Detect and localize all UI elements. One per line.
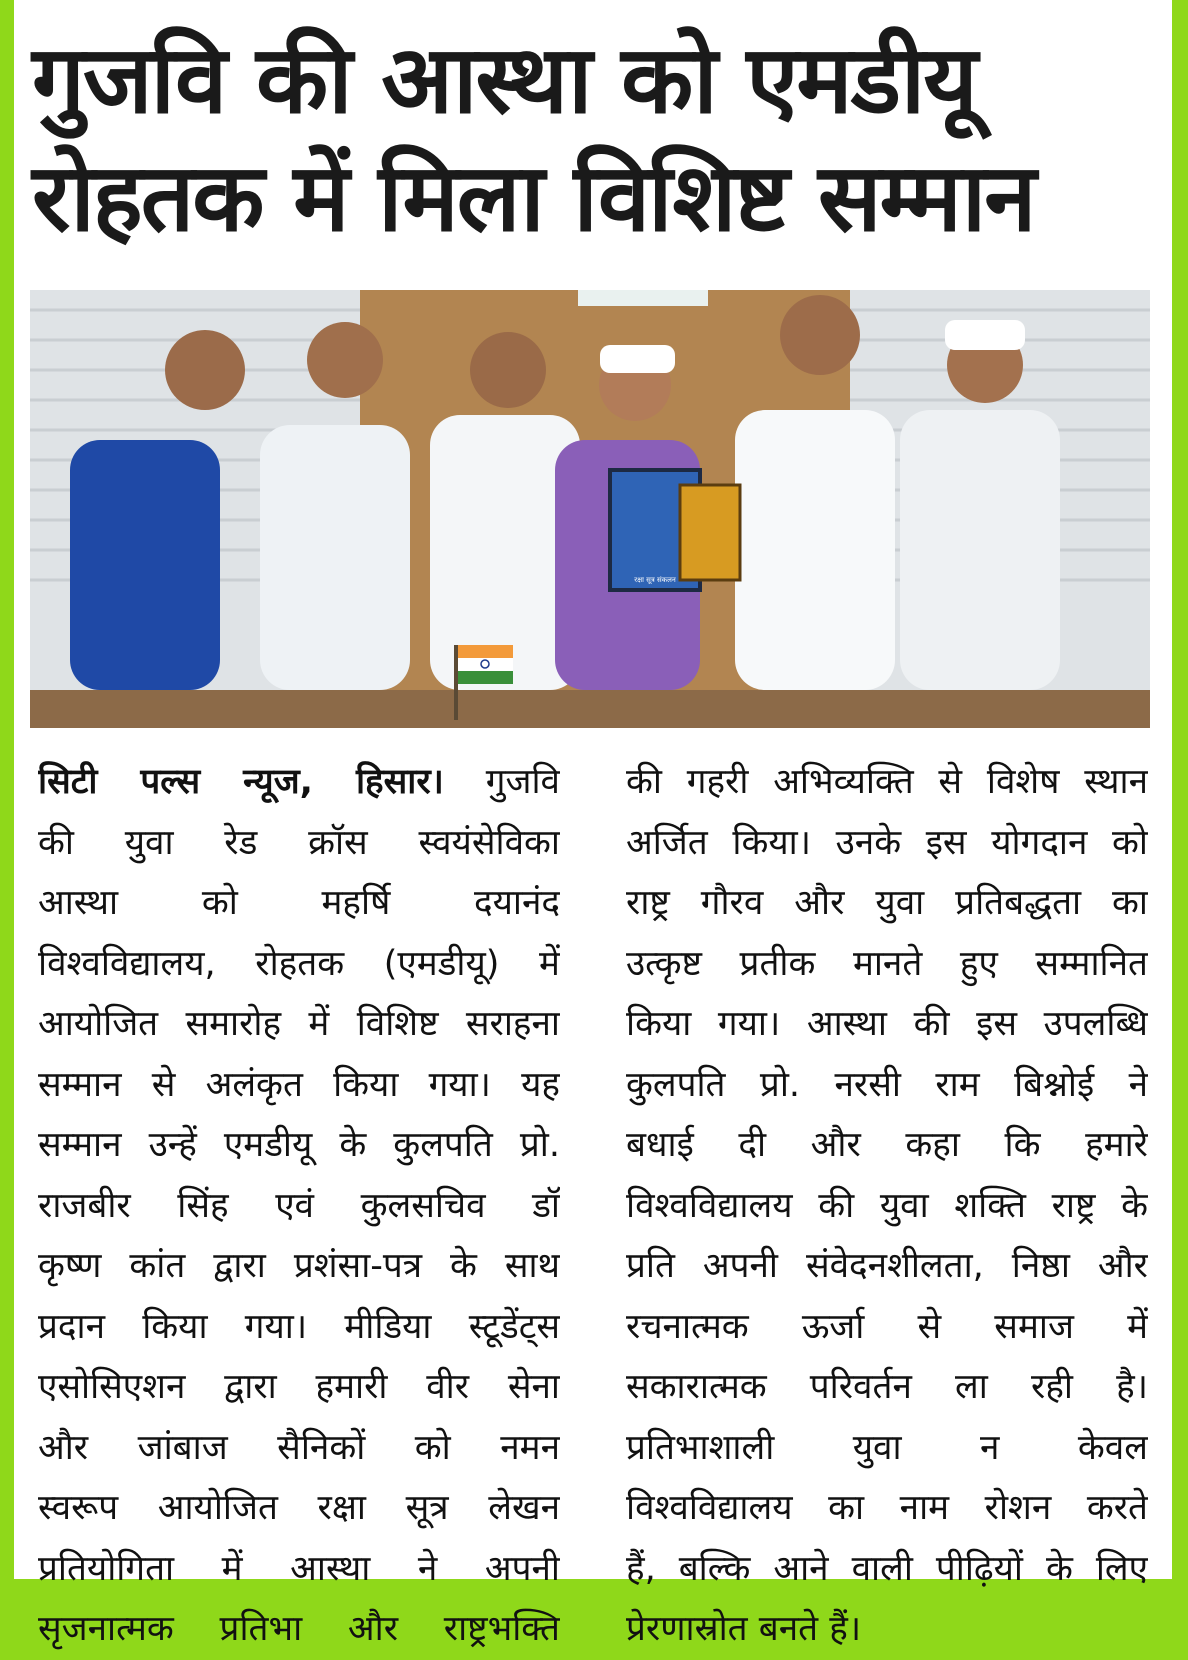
headline-line-1: गुजवि की आस्था को एमडीयू bbox=[32, 26, 976, 135]
article-line: विश्वविद्यालय, रोहतक (एमडीयू) में bbox=[38, 943, 560, 984]
article-line: की गहरी अभिव्यक्ति से विशेष स्थान bbox=[626, 762, 1148, 802]
article-line: प्रेरणास्रोत बनते हैं। bbox=[626, 1609, 862, 1649]
article-line: प्रतियोगिता में आस्था ने अपनी bbox=[38, 1548, 560, 1589]
headline bbox=[32, 22, 1152, 258]
article-line: आस्था को महर्षि दयानंद bbox=[38, 883, 560, 923]
headline-line-2: रोहतक में मिला विशिष्ट सम्मान bbox=[32, 144, 1035, 253]
article-line: राजबीर सिंह एवं कुलसचिव डॉ bbox=[38, 1185, 560, 1226]
article-line: कृष्ण कांत द्वारा प्रशंसा-पत्र के साथ bbox=[38, 1246, 560, 1286]
article-first-line bbox=[38, 752, 560, 813]
article-line: बधाई दी और कहा कि हमारे bbox=[626, 1125, 1148, 1165]
article-line: गुजवि bbox=[443, 762, 560, 802]
article-line: प्रति अपनी संवेदनशीलता, निष्ठा और bbox=[626, 1246, 1148, 1286]
article-line: राष्ट्र गौरव और युवा प्रतिबद्धता का bbox=[626, 883, 1148, 923]
article-line: रचनात्मक ऊर्जा से समाज में bbox=[626, 1306, 1148, 1347]
article-line: विश्वविद्यालय की युवा शक्ति राष्ट्र के bbox=[626, 1185, 1148, 1226]
article-line: एसोसिएशन द्वारा हमारी वीर सेना bbox=[38, 1367, 560, 1407]
article-column-left bbox=[38, 752, 560, 1660]
book-cover-text: रक्षा सूत्र संकलन bbox=[634, 576, 676, 584]
article-line: आयोजित समारोह में विशिष्ट सराहना bbox=[38, 1004, 560, 1044]
article-line: विश्वविद्यालय का नाम रोशन करते bbox=[626, 1488, 1148, 1528]
article-line: प्रदान किया गया। मीडिया स्टूडेंट्स bbox=[38, 1306, 560, 1347]
newspaper-clipping bbox=[14, 0, 1172, 1649]
article-line: सकारात्मक परिवर्तन ला रही है। bbox=[626, 1367, 1148, 1407]
article-line: और जांबाज सैनिकों को नमन bbox=[38, 1427, 560, 1468]
article-line: सृजनात्मक प्रतिभा और राष्ट्रभक्ति bbox=[38, 1609, 560, 1649]
article-line: उत्कृष्ट प्रतीक मानते हुए सम्मानित bbox=[626, 943, 1148, 984]
news-photo-illustration bbox=[30, 290, 1150, 728]
dateline: सिटी पल्स न्यूज, हिसार। bbox=[38, 762, 444, 802]
article-line: प्रतिभाशाली युवा न केवल bbox=[626, 1427, 1148, 1468]
article-line: स्वरूप आयोजित रक्षा सूत्र लेखन bbox=[38, 1488, 560, 1528]
article-line: कुलपति प्रो. नरसी राम बिश्नोई ने bbox=[626, 1064, 1148, 1105]
article-line: किया गया। आस्था की इस उपलब्धि bbox=[626, 1004, 1148, 1044]
article-line: अर्जित किया। उनके इस योगदान को bbox=[626, 822, 1148, 863]
article-line: की युवा रेड क्रॉस स्वयंसेविका bbox=[38, 822, 560, 863]
article-line: सम्मान उन्हें एमडीयू के कुलपति प्रो. bbox=[38, 1125, 560, 1165]
article-line: सम्मान से अलंकृत किया गया। यह bbox=[38, 1064, 560, 1105]
article-line: हैं, बल्कि आने वाली पीढ़ियों के लिए bbox=[626, 1548, 1148, 1589]
article-column-right bbox=[626, 752, 1148, 1660]
news-photo bbox=[30, 290, 1150, 728]
